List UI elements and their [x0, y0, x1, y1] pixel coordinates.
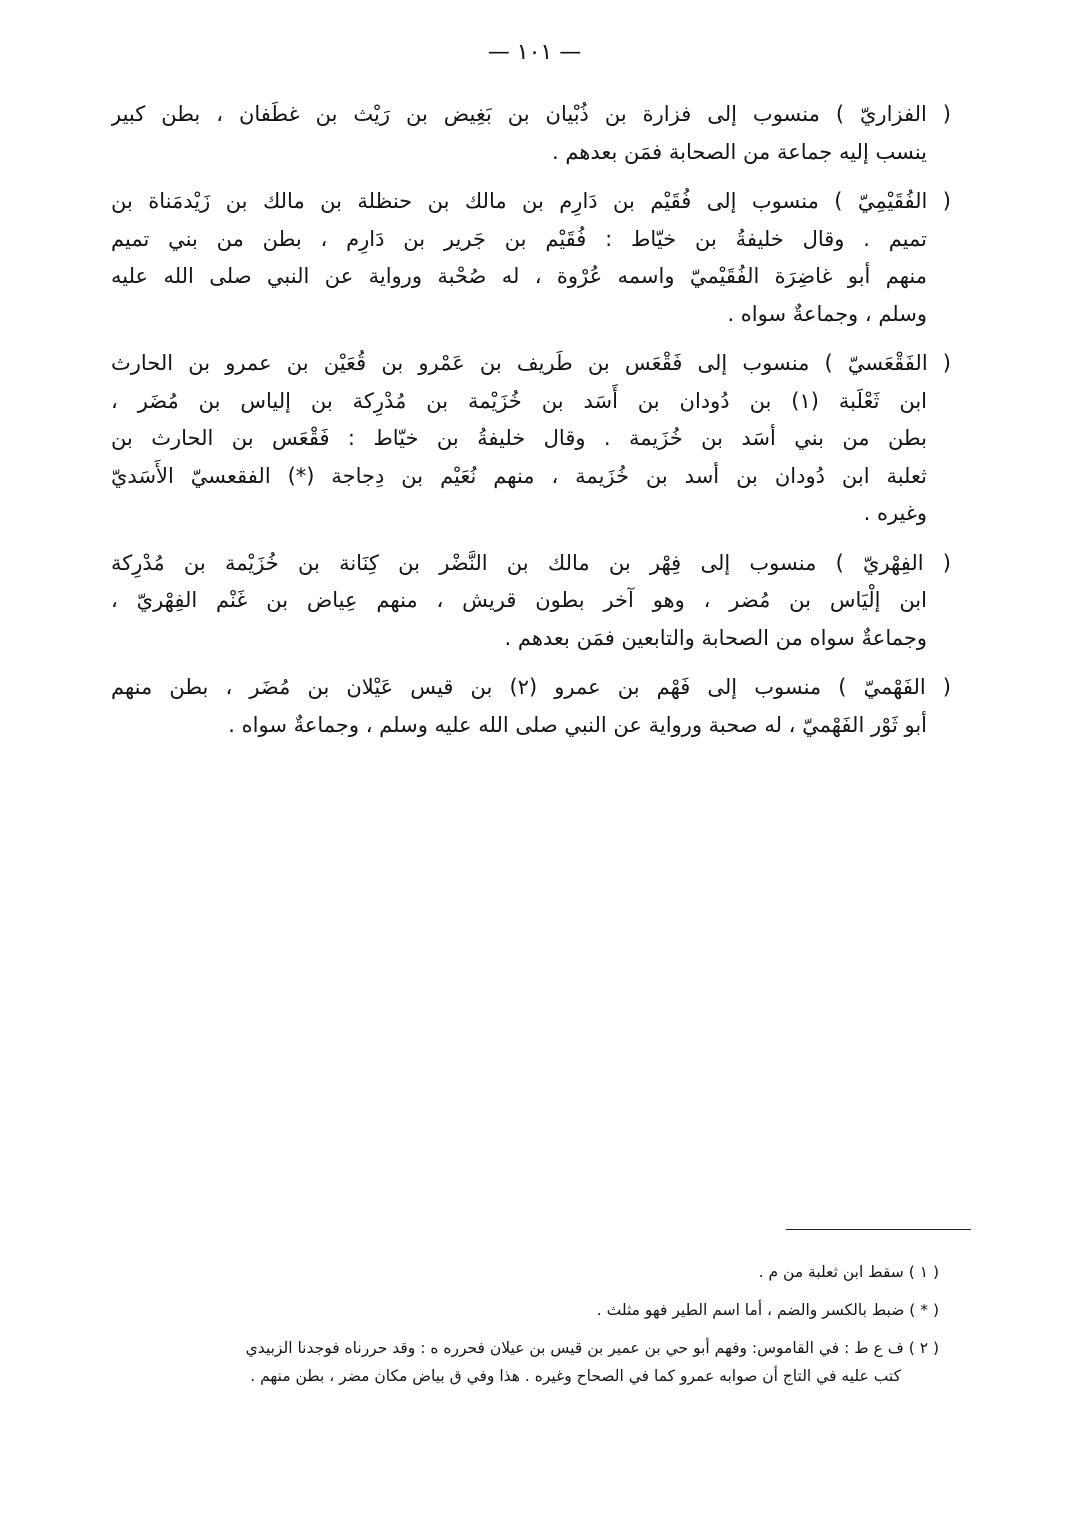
footnote-line: ( ٢ ) ف ع ط : في القاموس: وفهم أبو حي بن عمير بن قيس بن عيلان فحرره ه : وقد حررناه فوجدنا الزبيدي — [245, 1339, 939, 1357]
entry-fihri — [111, 545, 951, 658]
text-line: أبو ثَوْر الفَهْميّ ، له صحبة ورواية عن النبي صلى الله عليه وسلم ، وجماعةٌ سواه . — [228, 712, 927, 737]
text-line: ينسب إليه جماعة من الصحابة فمَن بعدهم . — [551, 139, 927, 164]
footnotes — [129, 1258, 939, 1400]
main-text — [111, 96, 951, 756]
text-line: وجماعةٌ سواه من الصحابة والتابعين فمَن بعدهم . — [504, 625, 927, 650]
entry-fuqaymi — [111, 183, 951, 333]
text-line: ( الفِهْريّ ) منسوب إلى فِهْر بن مالك بن النَّضْر بن كِنَانة بن خُزَيْمة بن مُدْرِكة — [111, 550, 951, 575]
text-line: ( الفَقْعَسيّ ) منسوب إلى فَقْعَس بن طَريف بن عَمْرو بن قُعَيْن بن عمرو بن الحارث — [111, 351, 951, 375]
footnote-1 — [129, 1258, 939, 1286]
text-line: ( الفزاريّ ) منسوب إلى فزارة بن ذُبْيان بن بَغِيض بن رَيْث بن غطَفان ، بطن كبير — [111, 102, 951, 126]
text-line: منهم أبو غاضِرَة الفُقَيْميّ واسمه عُرْوة ، له صُحْبة ورواية عن النبي صلى الله عليه — [111, 264, 927, 288]
text-line: تميم . وقال خليفةُ بن خيّاط : فُقَيْم بن جَرير بن دَارِم ، بطن من بني تميم — [111, 226, 927, 251]
text-line: ابن إلْيَاس بن مُضر ، وهو آخر بطون قريش ، منهم عِياض بن غَنْم الفِهْريّ ، — [111, 588, 927, 612]
text-line: وغيره . — [863, 501, 927, 525]
text-line: وسلم ، وجماعةٌ سواه . — [727, 301, 927, 326]
entry-faqasi — [111, 345, 951, 533]
footnote-star — [129, 1296, 939, 1324]
text-line: ثعلبة ابن دُودان بن أسد بن خُزَيمة ، منهم نُعَيْم بن دِجاجة (*) الفقعسيّ الأَسَديّ — [111, 463, 927, 488]
entry-fahmi — [111, 669, 951, 744]
footnote-2 — [129, 1334, 939, 1390]
text-line: ( الفَهْميّ ) منسوب إلى فَهْم بن عمرو (٢) بن قيس عَيْلان بن مُضَر ، بطن منهم — [111, 675, 951, 699]
footnote-line: ( ١ ) سقط ابن ثعلبة من م . — [758, 1263, 939, 1281]
footnote-divider — [786, 1229, 971, 1230]
footnote-line: ( * ) ضبط بالكسر والضم ، أما اسم الطير فهو مثلث . — [596, 1301, 939, 1319]
text-line: بطن من بني أسَد بن خُزَيمة . وقال خليفةُ بن خيّاط : فَقْعَس بن الحارث بن — [111, 426, 927, 450]
footnote-line: كتب عليه في التاج أن صوابه عمرو كما في الصحاح وغيره . هذا وفي ق بياض مكان مضر ، بطن منهم . — [250, 1367, 901, 1385]
text-line: ابن ثَعْلَبة (١) بن دُودان بن أَسَد بن خُزَيْمة بن مُدْرِكة بن إلياس بن مُضَر ، — [111, 388, 928, 413]
page-number: — ١٠١ — — [487, 40, 582, 65]
text-line: ( الفُقَيْمِيّ ) منسوب إلى فُقَيْم بن دَارِم بن مالك بن حنظلة بن مالك بن زَيْدمَناة بن — [111, 189, 951, 213]
entry-fazari — [111, 96, 951, 171]
